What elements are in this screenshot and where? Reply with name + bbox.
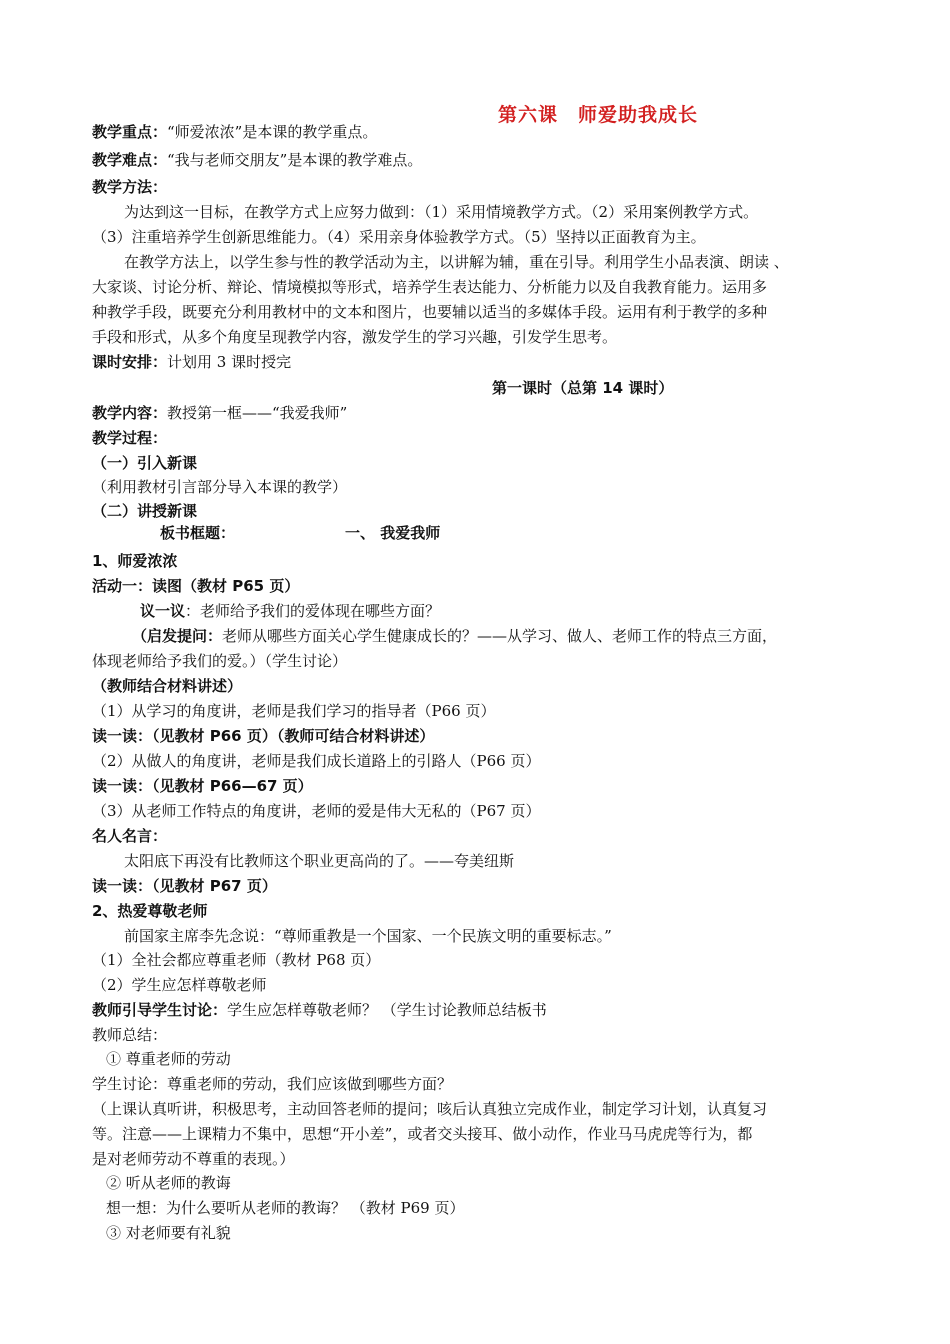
board-title: 一、 我爱我师 bbox=[345, 524, 441, 542]
methods-paragraph-1-line-2: （3）注重培养学生创新思维能力。（4）采用亲身体验教学方式。（5）坚持以正面教育为主。 bbox=[92, 228, 706, 246]
hint-label: （启发提问： bbox=[132, 627, 223, 645]
answer-line-2: 等。注意——上课精力不集中，思想“开小差”，或者交头接耳、做小动作，作业马马虎虎等行为，都 bbox=[92, 1125, 753, 1143]
methods-paragraph-2-line-4: 手段和形式，从多个角度呈现教学内容，激发学生的学习兴趣，引发学生思考。 bbox=[92, 328, 618, 346]
guide-line bbox=[92, 1000, 858, 1020]
hint-line-2: 体现老师给予我们的爱。）（学生讨论） bbox=[92, 652, 348, 670]
teach-heading: （二）讲授新课 bbox=[92, 502, 198, 520]
content-label: 教学内容： bbox=[92, 404, 168, 422]
methods-paragraph-2-line-1: 在教学方法上，以学生参与性的教学活动为主，以讲解为辅，重在引导。利用学生小品表演、朗读 、 bbox=[124, 253, 789, 271]
subpoint-2: （2）学生应怎样尊敬老师 bbox=[92, 976, 267, 994]
li-xiannian-quote: 前国家主席李先念说：“尊师重教是一个国家、一个民族文明的重要标志。” bbox=[124, 927, 612, 945]
schedule-line bbox=[92, 352, 858, 372]
point-2: （2）从做人的角度讲，老师是我们成长道路上的引路人（P66 页） bbox=[92, 752, 541, 770]
read-1: 读一读：（见教材 P66 页）（教师可结合材料讲述） bbox=[92, 727, 435, 745]
section-2-heading: 2、热爱尊敬老师 bbox=[92, 902, 208, 920]
intro-text: （利用教材引言部分导入本课的教学） bbox=[92, 478, 348, 496]
methods-paragraph-1-line-1: 为达到这一目标，在教学方式上应努力做到：（1）采用情境教学方式。（2）采用案例教学方式。 bbox=[124, 203, 759, 221]
hint-line-1 bbox=[132, 626, 858, 646]
read-2: 读一读：（见教材 P66—67 页） bbox=[92, 777, 313, 795]
answer-line-3: 是对老师劳动不尊重的表现。） bbox=[92, 1150, 295, 1168]
discuss-label: 议一议 bbox=[140, 602, 186, 620]
intro-heading: （一）引入新课 bbox=[92, 454, 198, 472]
summary-label: 教师总结： bbox=[92, 1026, 168, 1044]
guide-text: 学生应怎样尊敬老师？ （学生讨论教师总结板书 bbox=[227, 1001, 547, 1019]
schedule-label: 课时安排： bbox=[92, 353, 168, 371]
quote-text: 太阳底下再没有比教师这个职业更高尚的了。——夸美纽斯 bbox=[124, 852, 515, 870]
content-text: 教授第一框——“我爱我师” bbox=[167, 404, 348, 422]
teacher-explain: （教师结合材料讲述） bbox=[92, 677, 243, 695]
answer-line-1: （上课认真听讲，积极思考，主动回答老师的提问；咳后认真独立完成作业，制定学习计划，认真复习 bbox=[92, 1100, 768, 1118]
hint-text-1: 老师从哪些方面关心学生健康成长的？——从学习、做人、老师工作的特点三方面， bbox=[222, 627, 778, 645]
methods-label: 教学方法： bbox=[92, 178, 168, 196]
lesson-heading: 第一课时（总第 14 课时） bbox=[492, 379, 674, 397]
subpoint-1: （1）全社会都应尊重老师（教材 P68 页） bbox=[92, 951, 381, 969]
summary-item-1: ① 尊重老师的劳动 bbox=[106, 1050, 231, 1068]
summary-item-3: ③ 对老师要有礼貌 bbox=[106, 1224, 231, 1242]
key-point-line bbox=[92, 122, 858, 142]
point-1: （1）从学习的角度讲，老师是我们学习的指导者（P66 页） bbox=[92, 702, 496, 720]
activity-1: 活动一：读图（教材 P65 页） bbox=[92, 577, 300, 595]
difficulty-label: 教学难点： bbox=[92, 151, 168, 169]
difficulty-line bbox=[92, 150, 858, 170]
lesson-title: 第六课 师爱助我成长 bbox=[498, 104, 699, 126]
key-point-label: 教学重点： bbox=[92, 123, 168, 141]
section-1-heading: 1、师爱浓浓 bbox=[92, 552, 178, 570]
point-3: （3）从老师工作特点的角度讲，老师的爱是伟大无私的（P67 页） bbox=[92, 802, 541, 820]
quote-label: 名人名言： bbox=[92, 827, 168, 845]
discuss-line bbox=[140, 601, 858, 621]
process-label: 教学过程： bbox=[92, 429, 168, 447]
student-discuss: 学生讨论：尊重老师的劳动，我们应该做到哪些方面？ bbox=[92, 1075, 453, 1093]
read-3: 读一读：（见教材 P67 页） bbox=[92, 877, 277, 895]
discuss-text: ：老师给予我们的爱体现在哪些方面？ bbox=[185, 602, 441, 620]
summary-item-2: ② 听从老师的教诲 bbox=[106, 1174, 231, 1192]
guide-label: 教师引导学生讨论： bbox=[92, 1001, 228, 1019]
board-label: 板书框题： bbox=[160, 524, 236, 542]
key-point-text: “师爱浓浓”是本课的教学重点。 bbox=[167, 123, 378, 141]
methods-paragraph-2-line-3: 种教学手段，既要充分利用教材中的文本和图片，也要辅以适当的多媒体手段。运用有利于教学的多种 bbox=[92, 303, 768, 321]
think-line: 想一想：为什么要听从老师的教诲？ （教材 P69 页） bbox=[106, 1199, 465, 1217]
content-line bbox=[92, 403, 858, 423]
difficulty-text: “我与老师交朋友”是本课的教学难点。 bbox=[167, 151, 423, 169]
methods-paragraph-2-line-2: 大家谈、讨论分析、辩论、情境模拟等形式，培养学生表达能力、分析能力以及自我教育能力。运用多 bbox=[92, 278, 768, 296]
schedule-text: 计划用 3 课时授完 bbox=[167, 353, 292, 371]
